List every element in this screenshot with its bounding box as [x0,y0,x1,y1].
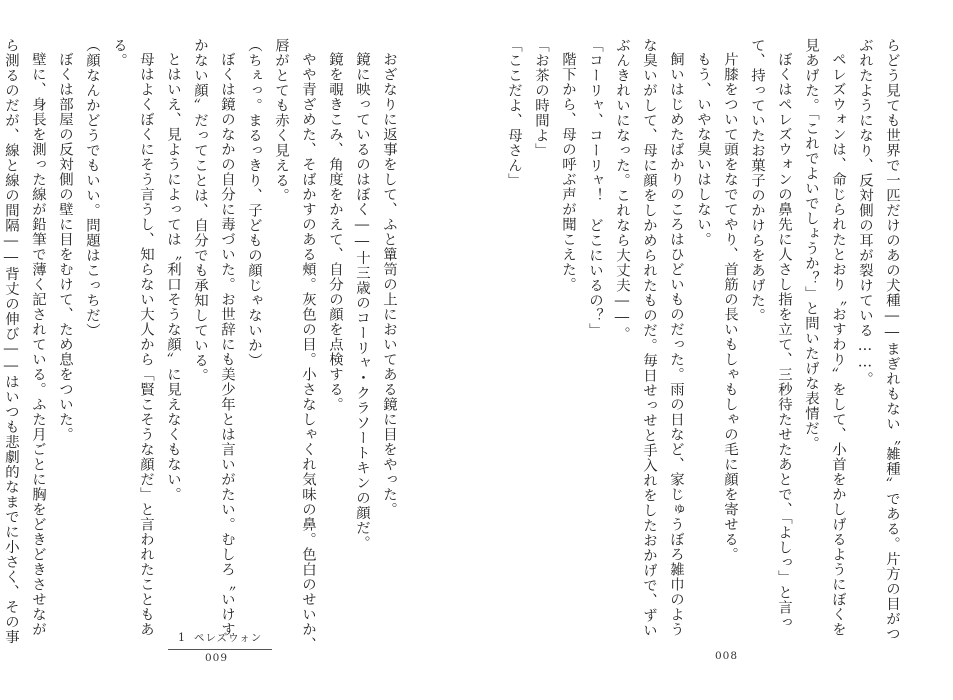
dialogue-line: （ちぇっ。まるっきり、子どもの顔じゃないか） [246,38,262,368]
text-line: る。 [111,38,127,68]
text-line: な臭いがして、母に顔をしかめられたものだ。毎日せっせと手入れをしたおかげで、ずい [641,38,657,638]
chapter-title: ペレズウォン [194,632,263,644]
text-line: とはいえ、見ようによっては〝利口そうな顔〟に見えなくもない。 [165,52,181,503]
right-page-body [506,38,905,642]
running-chapter-title [178,630,262,645]
text-line: 階下から、母の呼ぶ声が聞こえた。 [560,52,576,293]
text-line: かない顔〟だってことは、自分でも承知している。 [192,38,208,383]
text-line: ペレズウォンは、命じられたとおり〝おすわり〟をして、小首をかしげるようにぼくを [830,52,846,638]
text-line: ぼくは部屋の反対側の壁に目をむけて、ため息をついた。 [57,52,73,443]
text-line: て、持っていたお菓子のかけらをあげた。 [749,38,765,323]
text-line: ぶれたようになり、反対側の耳が裂けている……。 [857,38,873,387]
text-line: 母はよくぼくにそう言うし、知らない大人から「賢こそうな顔だ」と言われたこともあ [138,52,154,638]
text-line: 飼いはじめたばかりのころはひどいものだった。雨の日など、家じゅうぼろ雑巾のよう [668,52,684,638]
text-line: ぼくはペレズウォンの鼻先に人さし指を立て、三秒待たせたあとで、「よしっ」と言っ [776,52,792,631]
dialogue-line: 「コーリャ、コーリャ！ どこにいるの？」 [587,38,603,338]
text-line: らどう見ても世界で一匹だけのあの犬種――まぎれもない〝雑種〟である。片方の目がつ [884,38,900,642]
text-line: 見あげた。「これでよいでしょうか？」と問いたげな表情だ。 [803,38,819,451]
text-line: 鏡に映っているのはぼく――十三歳のコーリャ・クラソートキンの顔だ。 [354,52,370,551]
text-line: おざなりに返事をして、ふと簞笥の上においてある鏡に目をやった。 [381,52,397,518]
text-line: 唇がとても赤く見える。 [273,38,289,203]
page-number: 009 [205,652,229,664]
text-line: ぶんきれいになった。これなら大丈夫――。 [614,38,630,342]
text-line: 鏡を覗きこみ、角度をかえて、自分の顔を点検する。 [327,52,343,413]
dialogue-line: 「ここだよ、母さん」 [506,38,522,188]
footer-rule [168,649,272,650]
text-line: 片膝をついて頭をなでてやり、首筋の長いもしゃもしゃの毛に顔を寄せる。 [722,52,738,563]
left-page [0,0,476,700]
text-line: ら測るのだが、線と線の間隔――背丈の伸び――はいつも悲劇的なまでに小さく、その事 [3,38,19,645]
text-line: 壁に、身長を測った線が鉛筆で薄く記されている。ふた月ごとに胸をどきどきさせなが [30,52,46,638]
chapter-number: 1 [178,631,186,644]
dialogue-line: （顔なんかどうでもいい。問題はこっちだ） [84,38,100,338]
page-number: 008 [715,650,739,662]
text-line: やや青ざめた、そばかすのある頰。灰色の目。小さなしゃくれ気味の鼻。色白のせいか、 [300,52,316,653]
right-page [477,0,953,700]
dialogue-line: 「お茶の時間よ」 [533,38,549,158]
text-line: ぼくは鏡のなかの自分に毒づいた。お世辞にも美少年とは言いがたい。むしろ〝いけす [219,52,235,638]
text-line: もう、いやな臭いはしない。 [695,52,711,248]
